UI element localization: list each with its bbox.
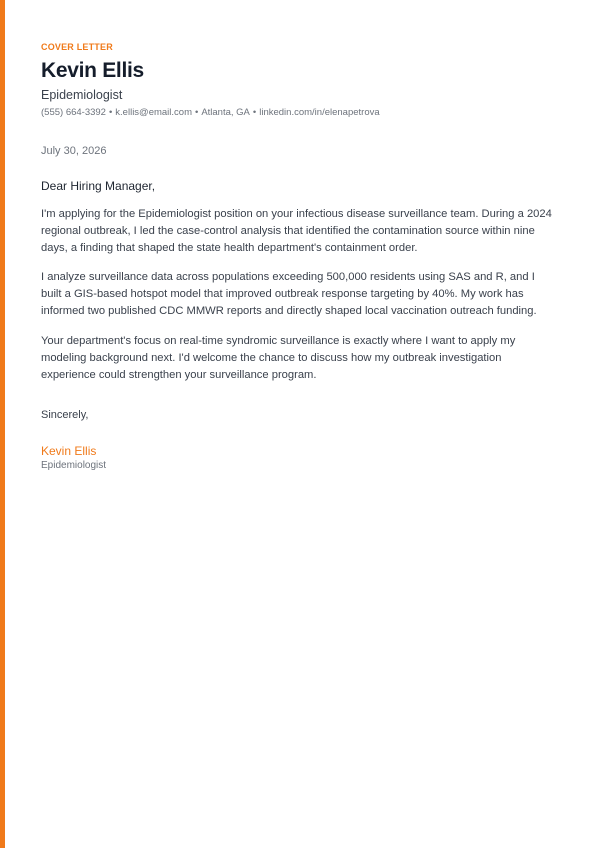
applicant-title: Epidemiologist <box>41 88 123 102</box>
letter-date: July 30, 2026 <box>41 145 107 157</box>
contact-phone: (555) 664-3392 <box>41 107 106 118</box>
body-paragraph-2: I analyze surveillance data across populations exceeding 500,000 residents using SAS and R, and I built a GIS-based hotspot model that improved outbreak response targeting by 40%. My work has informed two published CDC MMWR reports and directly shaped local vaccination outreach funding. <box>41 271 537 318</box>
contact-separator: • <box>194 107 199 118</box>
contact-separator: • <box>108 107 113 118</box>
contact-line <box>41 107 380 118</box>
salutation: Dear Hiring Manager, <box>41 179 156 193</box>
contact-email: k.ellis@email.com <box>115 107 192 118</box>
applicant-name: Kevin Ellis <box>41 59 144 82</box>
contact-linkedin: linkedin.com/in/elenapetrova <box>259 107 380 118</box>
closing: Sincerely, <box>41 409 89 421</box>
accent-sidebar-bar <box>0 0 5 848</box>
signature-title: Epidemiologist <box>41 460 107 471</box>
signature-name: Kevin Ellis <box>41 444 97 458</box>
contact-location: Atlanta, GA <box>201 107 250 118</box>
contact-separator: • <box>252 107 257 118</box>
document-label: COVER LETTER <box>41 42 113 52</box>
body-paragraph-3: Your department's focus on real-time syndromic surveillance is exactly where I want to apply my modeling background next. I'd welcome the chance to discuss how my outbreak investigation experience could strengthen your surveillance program. <box>41 335 516 382</box>
body-paragraph-1: I'm applying for the Epidemiologist position on your infectious disease surveillance team. During a 2024 regional outbreak, I led the case-control analysis that identified the contamination source within nine days, a finding that shaped the state health department's containment order. <box>41 208 552 255</box>
